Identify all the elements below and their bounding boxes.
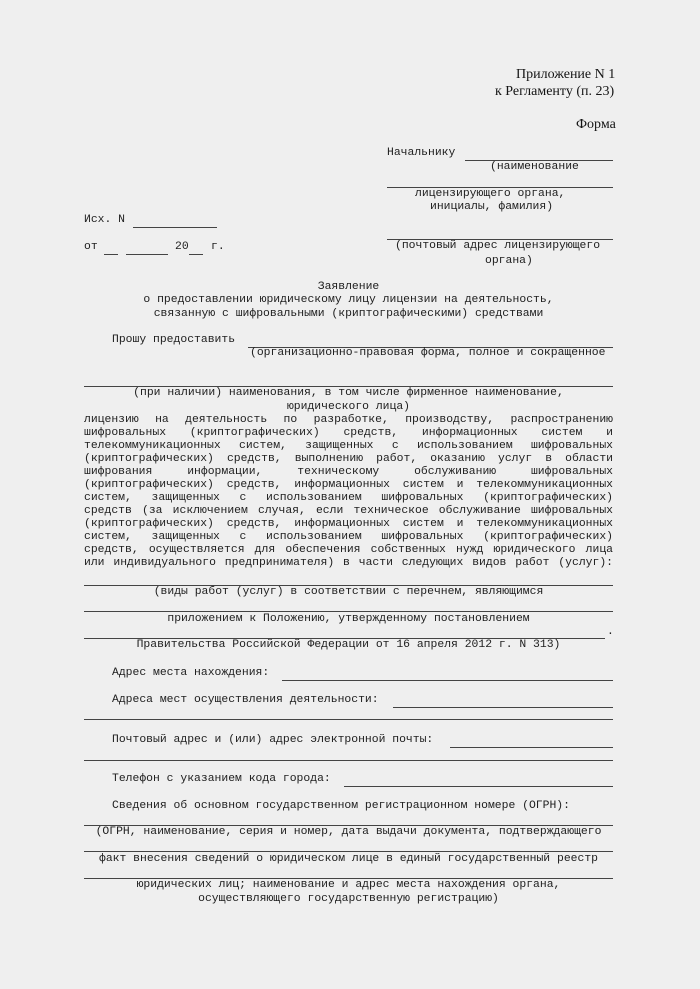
postal-field[interactable] <box>450 747 613 748</box>
application-subtitle-1: о предоставлении юридическому лицу лицензии на деятельность, <box>143 294 554 306</box>
ogrn-label: Сведения об основном государственном регистрационном номере (ОГРН): <box>112 800 570 812</box>
date-year-prefix: 20 <box>175 241 189 253</box>
body-line: телекоммуникационных систем, защищенных с использованием шифровальных <box>84 440 613 452</box>
appendix-number: Приложение N 1 <box>516 67 616 82</box>
ogrn-hint-1: (ОГРН, наименование, серия и номер, дата выдачи документа, подтверждающего <box>95 826 602 838</box>
activity-field-2[interactable] <box>84 719 613 720</box>
date-month-field[interactable] <box>126 254 168 255</box>
postal-field-2[interactable] <box>84 760 613 761</box>
body-line: средств, осуществляется для обеспечения собственных нужд юридического лица <box>84 544 613 556</box>
activity-field[interactable] <box>393 707 613 708</box>
location-field[interactable] <box>282 680 613 681</box>
application-title: Заявление <box>317 281 380 293</box>
phone-label: Телефон с указанием кода города: <box>112 773 331 785</box>
date-suffix: г. <box>211 241 225 253</box>
addressee-label: Начальнику <box>387 147 456 159</box>
ogrn-field-2[interactable] <box>84 851 613 852</box>
body-line: (криптографических) средств, информационных систем и телекоммуникационных <box>84 479 613 491</box>
request-label: Прошу предоставить <box>112 334 236 346</box>
outgoing-number-label: Исх. N <box>84 214 126 226</box>
works-hint-1: (виды работ (услуг) в соответствии с перечнем, являющимся <box>153 586 544 598</box>
body-line: лицензию на деятельность по разработке, производству, распространению <box>84 414 613 426</box>
phone-field[interactable] <box>344 786 613 787</box>
body-line: шифровальных (криптографических) средств, информационных систем и <box>84 427 613 439</box>
date-year-field[interactable] <box>189 254 203 255</box>
date-day-field[interactable] <box>104 254 118 255</box>
body-line: систем, защищенных с использованием шифровальных (криптографических) <box>84 531 613 543</box>
ogrn-hint-4: осуществляющего государственную регистрацию) <box>198 893 499 905</box>
body-line: шифрования информации, техническому обслуживанию шифровальных <box>84 466 613 478</box>
body-line: систем, защищенных с использованием шифровальных (криптографических) <box>84 492 613 504</box>
body-line: (криптографических) средств, выполнению работ, оказанию услуг в области <box>84 453 613 465</box>
addressee-hint-3: инициалы, фамилия) <box>430 201 554 213</box>
form-label: Форма <box>576 117 616 132</box>
ogrn-hint-3: юридических лиц; наименование и адрес места нахождения органа, <box>136 879 561 891</box>
request-hint-2: (при наличии) наименования, в том числе фирменное наименование, <box>133 387 564 399</box>
addressee-hint-2: лицензирующего органа, <box>415 188 566 200</box>
outgoing-number-field[interactable] <box>133 227 217 228</box>
body-line: средств (за исключением случая, если техническое обслуживание шифровальных <box>84 505 613 517</box>
request-hint-1: (организационно-правовая форма, полное и сокращенное <box>250 347 606 359</box>
works-hint-2: приложением к Положению, утвержденному постановлением <box>167 613 530 625</box>
date-prefix: от <box>84 241 98 253</box>
application-subtitle-2: связанную с шифровальными (криптографическими) средствами <box>153 308 544 320</box>
works-field-2[interactable] <box>84 611 613 612</box>
location-label: Адрес места нахождения: <box>112 667 270 679</box>
appendix-reference: к Регламенту (п. 23) <box>495 84 615 99</box>
postal-label: Почтовый адрес и (или) адрес электронной почты: <box>112 734 434 746</box>
ogrn-hint-2: факт внесения сведений о юридическом лице в единый государственный реестр <box>99 853 598 865</box>
activity-label: Адреса мест осуществления деятельности: <box>112 694 379 706</box>
body-line: (криптографических) средств, информационных систем и телекоммуникационных <box>84 518 613 530</box>
addressee-hint-4: (почтовый адрес лицензирующего <box>395 240 601 252</box>
works-end-mark: . <box>607 626 614 638</box>
request-hint-3: юридического лица) <box>286 401 411 413</box>
works-hint-3: Правительства Российской Федерации от 16 апреля 2012 г. N 313) <box>136 639 561 651</box>
addressee-hint-1: (наименование <box>490 161 579 173</box>
addressee-hint-5: органа) <box>485 255 533 267</box>
body-line: или индивидуального предпринимателя) в части следующих видов работ (услуг): <box>84 557 613 569</box>
